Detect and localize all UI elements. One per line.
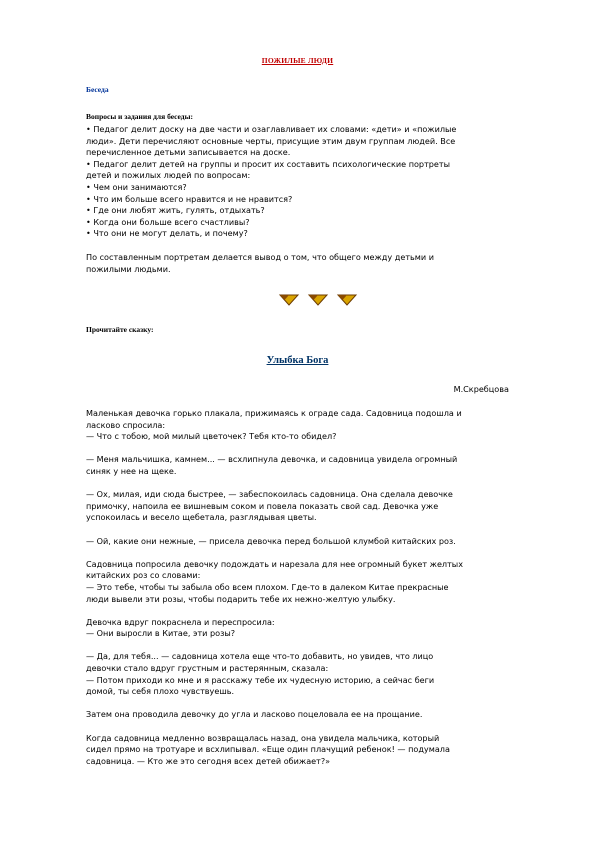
story-line: — Что с тобою, мой милый цветочек? Тебя кто-то обидел?	[86, 431, 337, 442]
story-line: Затем она проводила девочку до угла и ласково поцеловала ее на прощание.	[86, 709, 423, 720]
story-paragraph	[86, 489, 526, 524]
task-line: детей и пожилых людей по вопросам:	[86, 170, 251, 181]
story-line: — Ой, какие они нежные, — присела девочка перед большой клумбой китайских роз.	[86, 535, 456, 546]
story-line: — Меня мальчишка, камнем... — всхлипнула девочка, и садовница увидела огромный	[86, 454, 458, 465]
ornament-right	[338, 295, 356, 305]
story-line: ласково спросила:	[86, 419, 166, 430]
story-line: примочку, напоила ее вишневым соком и повела показать свой сад. Девочка уже	[86, 500, 439, 511]
story-line: Когда садовница медленно возвращалась назад, она увидела мальчика, который	[86, 732, 440, 743]
story-title: Улыбка Бога	[266, 355, 329, 366]
story-line: Девочка вдруг покраснела и переспросила:	[86, 616, 275, 627]
task-line: люди». Дети перечисляют основные черты, присущие этим двум группам людей. Все	[86, 135, 456, 146]
story-paragraph	[86, 617, 526, 640]
triangle-ornament-icon	[278, 293, 358, 307]
story-line: садовница. — Кто же это сегодня всех детей обижает?»	[86, 755, 331, 766]
task-line: • Когда они больше всего счастливы?	[86, 216, 250, 227]
story-paragraph	[86, 651, 526, 697]
section-label: Беседа	[86, 85, 109, 94]
questions-heading: Вопросы и задания для беседы:	[86, 112, 193, 121]
conclusion-paragraph	[86, 252, 526, 275]
document-title: ПОЖИЛЫЕ ЛЮДИ	[261, 56, 334, 65]
task-line: • Чем они занимаются?	[86, 181, 187, 192]
story-line: — Да, для тебя... — садовница хотела еще что-то добавить, но увидев, что лицо	[86, 651, 434, 662]
story-paragraph	[86, 536, 526, 548]
story-line: — Потом приходи ко мне и я расскажу тебе их чудесную историю, а сейчас беги	[86, 674, 435, 685]
story-line: сидел прямо на тротуаре и всхлипывал. «Еще один плачущий ребенок! — подумала	[86, 744, 450, 755]
story-line: Маленькая девочка горько плакала, прижимаясь к ограде сада. Садовница подошла и	[86, 408, 462, 418]
task-line: • Что им больше всего нравится и не нравится?	[86, 193, 293, 204]
story-paragraph	[86, 709, 526, 721]
story-body	[86, 408, 526, 767]
task-line: • Педагог делит доску на две части и озаглавливает их словами: «дети» и «пожилые	[86, 124, 457, 134]
story-line: китайских роз со словами:	[86, 570, 201, 581]
story-line: домой, ты себя плохо чувствуешь.	[86, 686, 235, 697]
story-paragraph	[86, 559, 526, 605]
task-line: • Что они не могут делать, и почему?	[86, 228, 248, 239]
story-paragraph	[86, 454, 526, 477]
conclusion-line: пожилыми людьми.	[86, 263, 171, 274]
read-prompt-label: Прочитайте сказку:	[86, 325, 154, 334]
task-line: • Педагог делит детей на группы и просит их составить психологические портреты	[86, 158, 451, 169]
task-list	[86, 124, 526, 240]
story-line: синяк у нее на щеке.	[86, 465, 177, 476]
task-line: перечисленное детьми записывается на доске.	[86, 147, 291, 158]
story-line: — Это тебе, чтобы ты забыла обо всем плохом. Где-то в далеком Китае прекрасные	[86, 581, 449, 592]
ornament-left	[280, 295, 298, 305]
story-line: успокоилась и весело щебетала, разглядывая цветы.	[86, 512, 317, 523]
conclusion-line: По составленным портретам делается вывод о том, что общего между детьми и	[86, 252, 435, 262]
story-paragraph	[86, 408, 526, 443]
story-line: девочки стало вдруг грустным и растерянным, сказала:	[86, 663, 329, 674]
story-line: — Ох, милая, иди сюда быстрее, — забеспокоилась садовница. Она сделала девочке	[86, 489, 453, 500]
story-paragraph	[86, 733, 526, 768]
ornament-middle	[309, 295, 327, 305]
task-line: • Где они любят жить, гулять, отдыхать?	[86, 205, 265, 216]
story-author: М.Скребцова	[453, 384, 509, 394]
story-line: Садовница попросила девочку подождать и нарезала для нее огромный букет желтых	[86, 558, 463, 569]
story-line: — Они выросли в Китае, эти розы?	[86, 628, 236, 639]
story-line: люди вывели эти розы, чтобы подарить тебе их нежно-желтую улыбку.	[86, 593, 396, 604]
